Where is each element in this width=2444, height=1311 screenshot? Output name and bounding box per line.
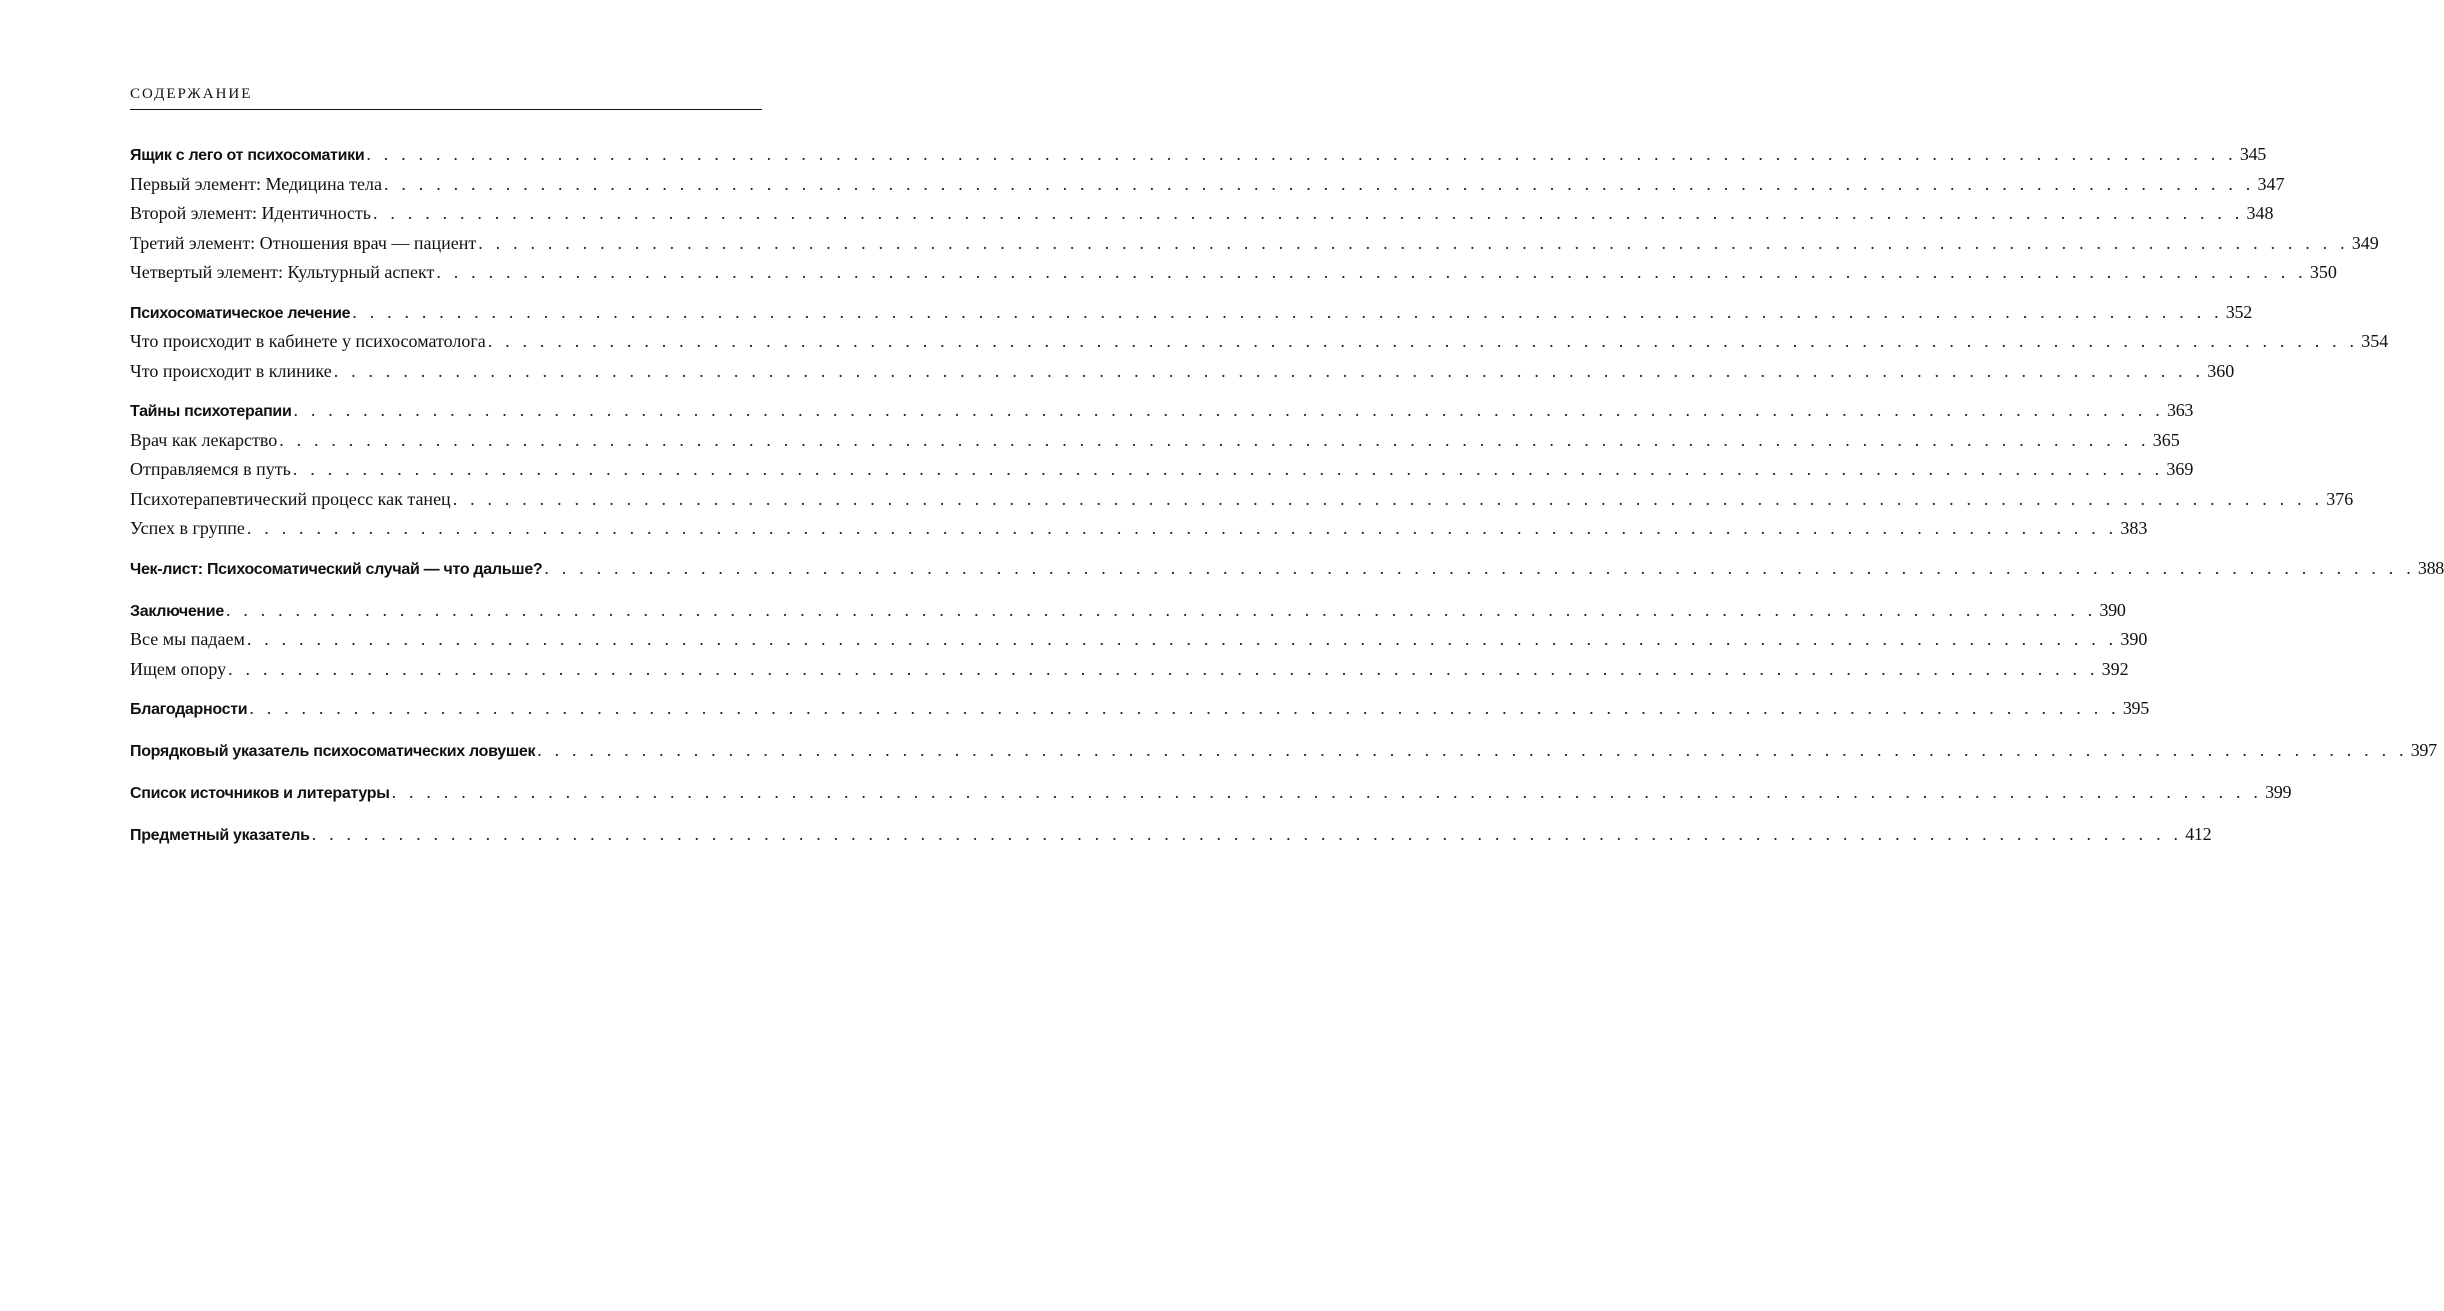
toc-leader: . . . . . . . . . . . . . . . . . . . . . . . . . . . . . . . . . . . . . . . . . . . . . . . . . . . . . . . . . . . . . . . . . . . . . . . . . . . . . . . . . . . . . . . . . . . . . . . . . . . . . . . . . . . . xyxy=(246,518,2118,538)
section-spacer xyxy=(130,583,762,596)
toc-entry-title: Первый элемент: Медицина тела xyxy=(130,173,382,194)
toc-entry-title: Четвертый элемент: Культурный аспект xyxy=(130,262,435,282)
toc-page-number: 352 xyxy=(2225,301,2252,322)
toc-entry[interactable] xyxy=(130,554,2444,584)
toc-page-number: 349 xyxy=(2351,232,2379,253)
toc-leader: . . . . . . . . . . . . . . . . . . . . . . . . . . . . . . . . . . . . . . . . . . . . . . . . . . . . . . . . . . . . . . . . . . . . . . . . . . . . . . . . . . . . . . . . . . . . . . . . . . . . . . . . . . . . xyxy=(333,360,2205,381)
toc-page-number: 348 xyxy=(2246,203,2274,223)
toc-page-number: 397 xyxy=(2410,740,2437,760)
toc-page-number: 345 xyxy=(2239,144,2266,164)
toc-entry-title: Врач как лекарство xyxy=(130,429,278,450)
toc-page-number: 376 xyxy=(2326,488,2354,509)
toc-page-number: 390 xyxy=(2099,599,2126,620)
toc-page-number: 412 xyxy=(2185,824,2212,844)
toc-entry[interactable] xyxy=(130,625,2148,655)
toc-entry-title: Психосоматическое лечение xyxy=(130,304,351,322)
toc-entry-title: Что происходит в клинике xyxy=(130,360,332,381)
toc-page-number: 388 xyxy=(2417,557,2444,578)
toc-leader: . . . . . . . . . . . . . . . . . . . . . . . . . . . . . . . . . . . . . . . . . . . . . . . . . . . . . . . . . . . . . . . . . . . . . . . . . . . . . . . . . . . . . . . . . . . . . . . . . . . . . . . . . . . . xyxy=(279,429,2150,450)
section-spacer xyxy=(130,684,762,694)
toc-entry-title: Чек-лист: Психосоматический случай — что дальше? xyxy=(130,560,543,578)
toc-entry-title: Ищем опору xyxy=(130,658,227,679)
toc-leader: . . . . . . . . . . . . . . . . . . . . . . . . . . . . . . . . . . . . . . . . . . . . . . . . . . . . . . . . . . . . . . . . . . . . . . . . . . . . . . . . . . . . . . . . . . . . . . . . . . . . . . . . . . . . xyxy=(373,203,2244,223)
toc-page-number: 365 xyxy=(2152,429,2180,450)
toc-entry-title: Отправляемся в путь xyxy=(130,459,291,479)
toc-leader: . . . . . . . . . . . . . . . . . . . . . . . . . . . . . . . . . . . . . . . . . . . . . . . . . . . . . . . . . . . . . . . . . . . . . . . . . . . . . . . . . . . . . . . . . . . . . . . . . . . . . . . . . . . . xyxy=(391,782,2263,802)
toc-entry[interactable] xyxy=(130,170,2285,200)
toc-entry[interactable] xyxy=(130,426,2180,456)
toc-entry-title: Заключение xyxy=(130,602,224,620)
toc-page-number: 395 xyxy=(2122,698,2149,718)
toc-entry[interactable] xyxy=(130,596,2126,626)
toc-leader: . . . . . . . . . . . . . . . . . . . . . . . . . . . . . . . . . . . . . . . . . . . . . . . . . . . . . . . . . . . . . . . . . . . . . . . . . . . . . . . . . . . . . . . . . . . . . . . . . . . . . . . . . . . . xyxy=(478,232,2349,253)
toc-leader: . . . . . . . . . . . . . . . . . . . . . . . . . . . . . . . . . . . . . . . . . . . . . . . . . . . . . . . . . . . . . . . . . . . . . . . . . . . . . . . . . . . . . . . . . . . . . . . . . . . . . . . . . . . . xyxy=(452,488,2324,509)
toc-entry[interactable] xyxy=(130,820,2212,850)
toc-entry[interactable] xyxy=(130,298,2252,328)
toc-page-number: 392 xyxy=(2101,658,2129,679)
toc-leader: . . . . . . . . . . . . . . . . . . . . . . . . . . . . . . . . . . . . . . . . . . . . . . . . . . . . . . . . . . . . . . . . . . . . . . . . . . . . . . . . . . . . . . . . . . . . . . . . . . . . . . . . . . . . xyxy=(293,400,2164,420)
toc-entry[interactable] xyxy=(130,199,2274,229)
toc-leader: . . . . . . . . . . . . . . . . . . . . . . . . . . . . . . . . . . . . . . . . . . . . . . . . . . . . . . . . . . . . . . . . . . . . . . . . . . . . . . . . . . . . . . . . . . . . . . . . . . . . . . . . . . . . xyxy=(228,658,2099,679)
toc-entry-title: Успех в группе xyxy=(130,518,245,538)
toc-page-number: 363 xyxy=(2167,400,2194,420)
toc-page-number: 347 xyxy=(2257,173,2285,194)
toc-leader: . . . . . . . . . . . . . . . . . . . . . . . . . . . . . . . . . . . . . . . . . . . . . . . . . . . . . . . . . . . . . . . . . . . . . . . . . . . . . . . . . . . . . . . . . . . . . . . . . . . . . . . . . . . . xyxy=(246,629,2118,649)
section-spacer xyxy=(130,288,762,298)
toc-page-number: 360 xyxy=(2207,360,2235,381)
toc-entry[interactable] xyxy=(130,694,2149,724)
section-spacer xyxy=(130,724,762,737)
toc-page-number: 383 xyxy=(2120,518,2148,538)
toc-entry-title: Порядковый указатель психосоматических ловушек xyxy=(130,743,536,760)
toc-page-number: 399 xyxy=(2265,782,2292,802)
toc-entry[interactable] xyxy=(130,514,2148,544)
toc-page-number: 369 xyxy=(2166,459,2194,479)
toc-entry-title: Благодарности xyxy=(130,701,248,718)
toc-entry[interactable] xyxy=(130,778,2292,808)
toc-entry[interactable] xyxy=(130,229,2379,259)
toc-entry[interactable] xyxy=(130,455,2194,485)
toc-entry-title: Список источников и литературы xyxy=(130,785,390,802)
toc-entry-title: Все мы падаем xyxy=(130,629,245,649)
toc-leader: . . . . . . . . . . . . . . . . . . . . . . . . . . . . . . . . . . . . . . . . . . . . . . . . . . . . . . . . . . . . . . . . . . . . . . . . . . . . . . . . . . . . . . . . . . . . . . . . . . . . . . . . . . . . xyxy=(537,740,2408,760)
toc-leader: . . . . . . . . . . . . . . . . . . . . . . . . . . . . . . . . . . . . . . . . . . . . . . . . . . . . . . . . . . . . . . . . . . . . . . . . . . . . . . . . . . . . . . . . . . . . . . . . . . . . . . . . . . . . xyxy=(352,301,2223,322)
toc-leader: . . . . . . . . . . . . . . . . . . . . . . . . . . . . . . . . . . . . . . . . . . . . . . . . . . . . . . . . . . . . . . . . . . . . . . . . . . . . . . . . . . . . . . . . . . . . . . . . . . . . . . . . . . . . xyxy=(487,331,2359,351)
toc-leader: . . . . . . . . . . . . . . . . . . . . . . . . . . . . . . . . . . . . . . . . . . . . . . . . . . . . . . . . . . . . . . . . . . . . . . . . . . . . . . . . . . . . . . . . . . . . . . . . . . . . . . . . . . . . xyxy=(292,459,2164,479)
toc-leader: . . . . . . . . . . . . . . . . . . . . . . . . . . . . . . . . . . . . . . . . . . . . . . . . . . . . . . . . . . . . . . . . . . . . . . . . . . . . . . . . . . . . . . . . . . . . . . . . . . . . . . . . . . . . xyxy=(249,698,2120,718)
toc-entry-title: Третий элемент: Отношения врач — пациент xyxy=(130,232,477,253)
toc-leader: . . . . . . . . . . . . . . . . . . . . . . . . . . . . . . . . . . . . . . . . . . . . . . . . . . . . . . . . . . . . . . . . . . . . . . . . . . . . . . . . . . . . . . . . . . . . . . . . . . . . . . . . . . . . xyxy=(384,173,2255,194)
toc-entry-title: Что происходит в кабинете у психосоматолога xyxy=(130,331,486,351)
toc-leader: . . . . . . . . . . . . . . . . . . . . . . . . . . . . . . . . . . . . . . . . . . . . . . . . . . . . . . . . . . . . . . . . . . . . . . . . . . . . . . . . . . . . . . . . . . . . . . . . . . . . . . . . . . . . xyxy=(436,262,2307,282)
section-spacer xyxy=(130,766,762,779)
toc-entry[interactable] xyxy=(130,485,2354,515)
toc-entry[interactable] xyxy=(130,736,2437,766)
section-spacer xyxy=(130,808,762,821)
section-spacer xyxy=(130,544,762,554)
toc-entry[interactable] xyxy=(130,396,2194,426)
toc-entry-title: Второй элемент: Идентичность xyxy=(130,203,371,223)
toc-page-number: 354 xyxy=(2361,331,2389,351)
header-rule xyxy=(130,109,762,110)
toc-entry-title: Психотерапевтический процесс как танец xyxy=(130,488,451,509)
toc-entry[interactable] xyxy=(130,357,2235,387)
toc-entry[interactable] xyxy=(130,327,2389,357)
toc-page-number: 390 xyxy=(2120,629,2148,649)
toc-leader: . . . . . . . . . . . . . . . . . . . . . . . . . . . . . . . . . . . . . . . . . . . . . . . . . . . . . . . . . . . . . . . . . . . . . . . . . . . . . . . . . . . . . . . . . . . . . . . . . . . . . . . . . . . . xyxy=(225,599,2097,620)
toc-page-number: 350 xyxy=(2309,262,2337,282)
toc-entry[interactable] xyxy=(130,258,2337,288)
toc-entry[interactable] xyxy=(130,655,2129,685)
toc-leader: . . . . . . . . . . . . . . . . . . . . . . . . . . . . . . . . . . . . . . . . . . . . . . . . . . . . . . . . . . . . . . . . . . . . . . . . . . . . . . . . . . . . . . . . . . . . . . . . . . . . . . . . . . . . xyxy=(311,824,2183,844)
running-head: СОДЕРЖАНИЕ xyxy=(130,86,253,102)
toc-leader: . . . . . . . . . . . . . . . . . . . . . . . . . . . . . . . . . . . . . . . . . . . . . . . . . . . . . . . . . . . . . . . . . . . . . . . . . . . . . . . . . . . . . . . . . . . . . . . . . . . . . . . . . . . . xyxy=(366,144,2237,164)
table-of-contents xyxy=(130,140,2444,850)
section-spacer xyxy=(130,386,762,396)
toc-entry-title: Ящик с лего от психосоматики xyxy=(130,147,365,164)
toc-entry-title: Предметный указатель xyxy=(130,827,310,844)
toc-leader: . . . . . . . . . . . . . . . . . . . . . . . . . . . . . . . . . . . . . . . . . . . . . . . . . . . . . . . . . . . . . . . . . . . . . . . . . . . . . . . . . . . . . . . . . . . . . . . . . . . . . . . . . . . . xyxy=(544,557,2415,578)
toc-entry-title: Тайны психотерапии xyxy=(130,403,292,420)
toc-entry[interactable] xyxy=(130,140,2266,170)
